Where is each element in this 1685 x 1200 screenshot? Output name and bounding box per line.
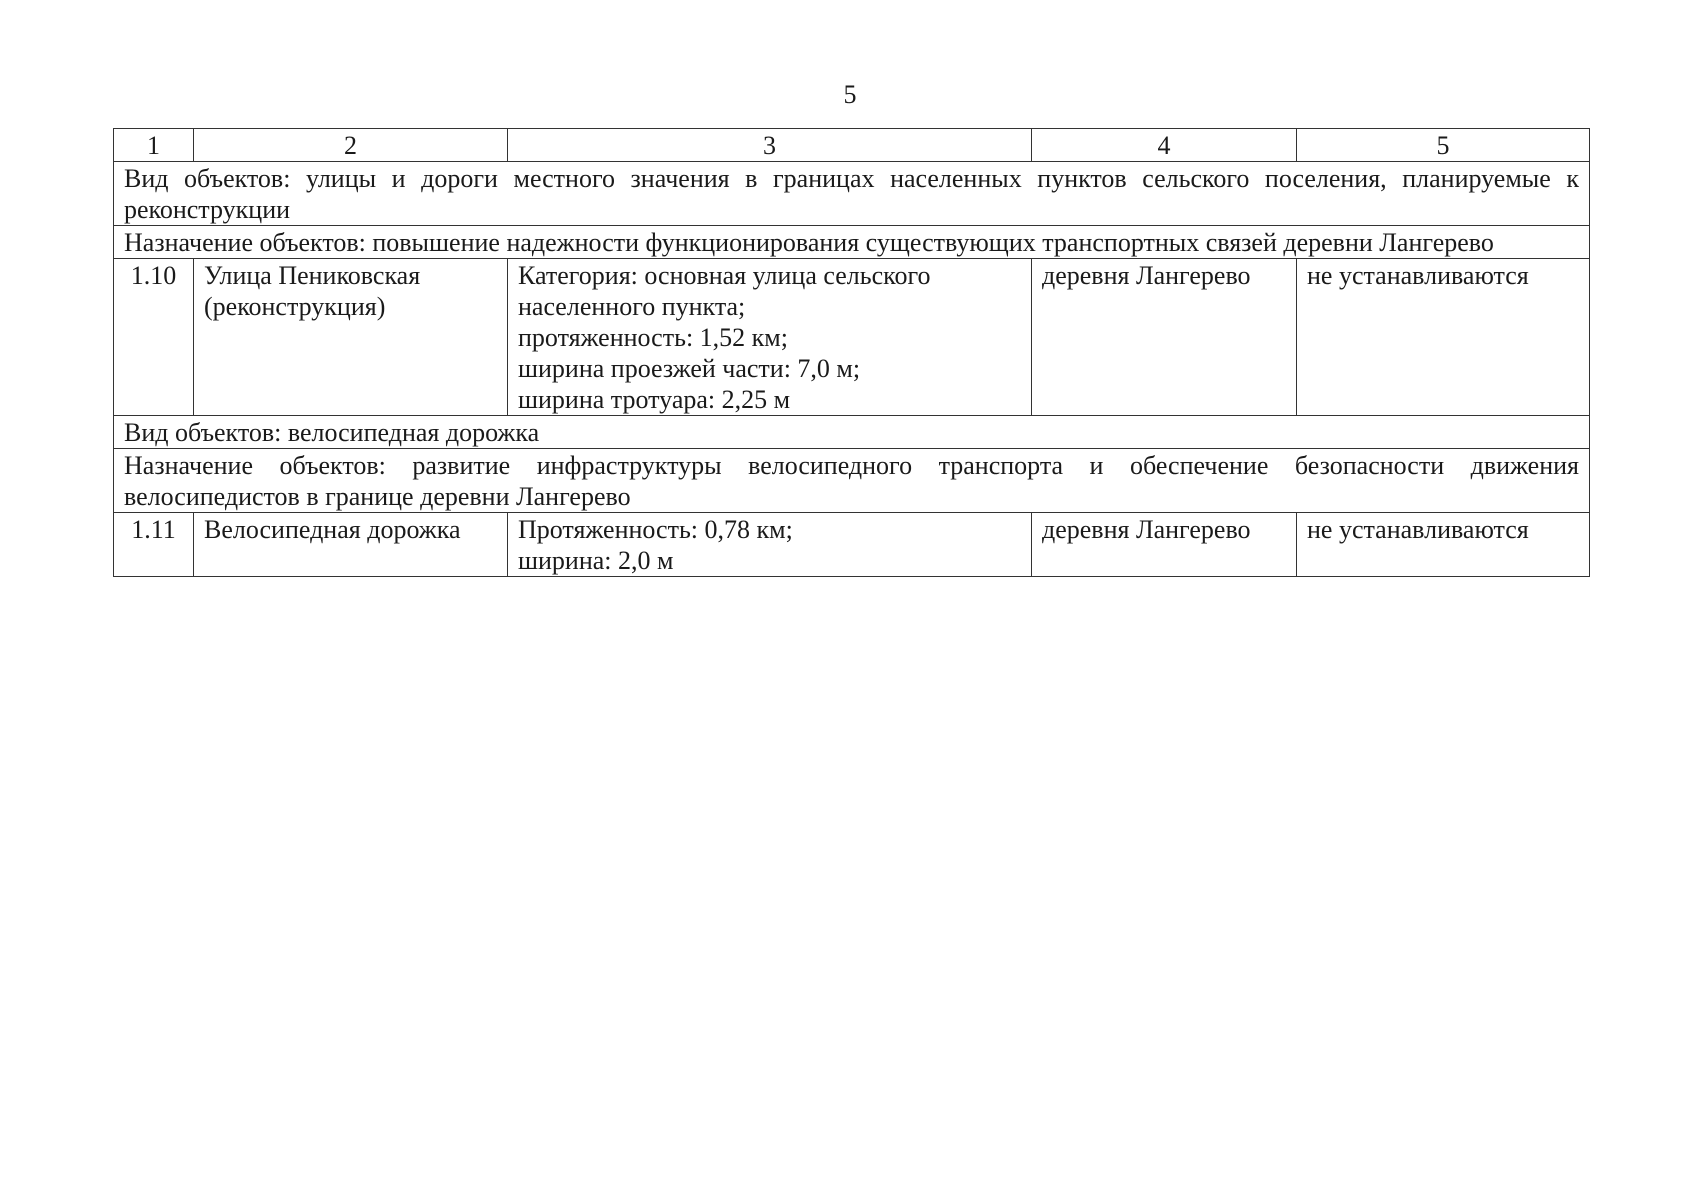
object-zones: не устанавливаются (1297, 513, 1590, 577)
header-col-5: 5 (1297, 129, 1590, 162)
header-col-2: 2 (194, 129, 508, 162)
group1-kind-row (114, 162, 1590, 226)
object-location: деревня Лангерево (1032, 513, 1297, 577)
header-col-1: 1 (114, 129, 194, 162)
object-zones: не устанавливаются (1297, 259, 1590, 416)
object-details (508, 513, 1032, 577)
header-col-3: 3 (508, 129, 1032, 162)
page-number: 5 (843, 80, 857, 109)
objects-table (113, 128, 1590, 577)
group2-kind: Вид объектов: велосипедная дорожка (114, 416, 1590, 449)
group2-purpose-row (114, 449, 1590, 513)
table-row (114, 513, 1590, 577)
detail-line: ширина: 2,0 м (518, 546, 674, 575)
group1-purpose-row (114, 226, 1590, 259)
group2-purpose: Назначение объектов: развитие инфраструктуры велосипедного транспорта и обеспечение безопасности движения велосипедистов в границе деревни Лангерево (114, 449, 1590, 513)
object-details (508, 259, 1032, 416)
table-row (114, 259, 1590, 416)
detail-line: населенного пункта; (518, 292, 746, 321)
detail-line: ширина проезжей части: 7,0 м; (518, 354, 861, 383)
detail-line: Протяженность: 0,78 км; (518, 515, 793, 544)
detail-line: протяженность: 1,52 км; (518, 323, 788, 352)
table-header-row (114, 129, 1590, 162)
detail-line: Категория: основная улица сельского (518, 261, 931, 290)
object-name: Велосипедная дорожка (194, 513, 508, 577)
object-location: деревня Лангерево (1032, 259, 1297, 416)
row-number: 1.10 (114, 259, 194, 416)
object-name: Улица Пениковская (реконструкция) (194, 259, 508, 416)
detail-line: ширина тротуара: 2,25 м (518, 385, 791, 414)
row-number: 1.11 (114, 513, 194, 577)
group2-kind-row (114, 416, 1590, 449)
group1-kind: Вид объектов: улицы и дороги местного значения в границах населенных пунктов сельского поселения, планируемые к реконструкции (114, 162, 1590, 226)
group1-purpose: Назначение объектов: повышение надежности функционирования существующих транспортных связей деревни Лангерево (114, 226, 1590, 259)
header-col-4: 4 (1032, 129, 1297, 162)
